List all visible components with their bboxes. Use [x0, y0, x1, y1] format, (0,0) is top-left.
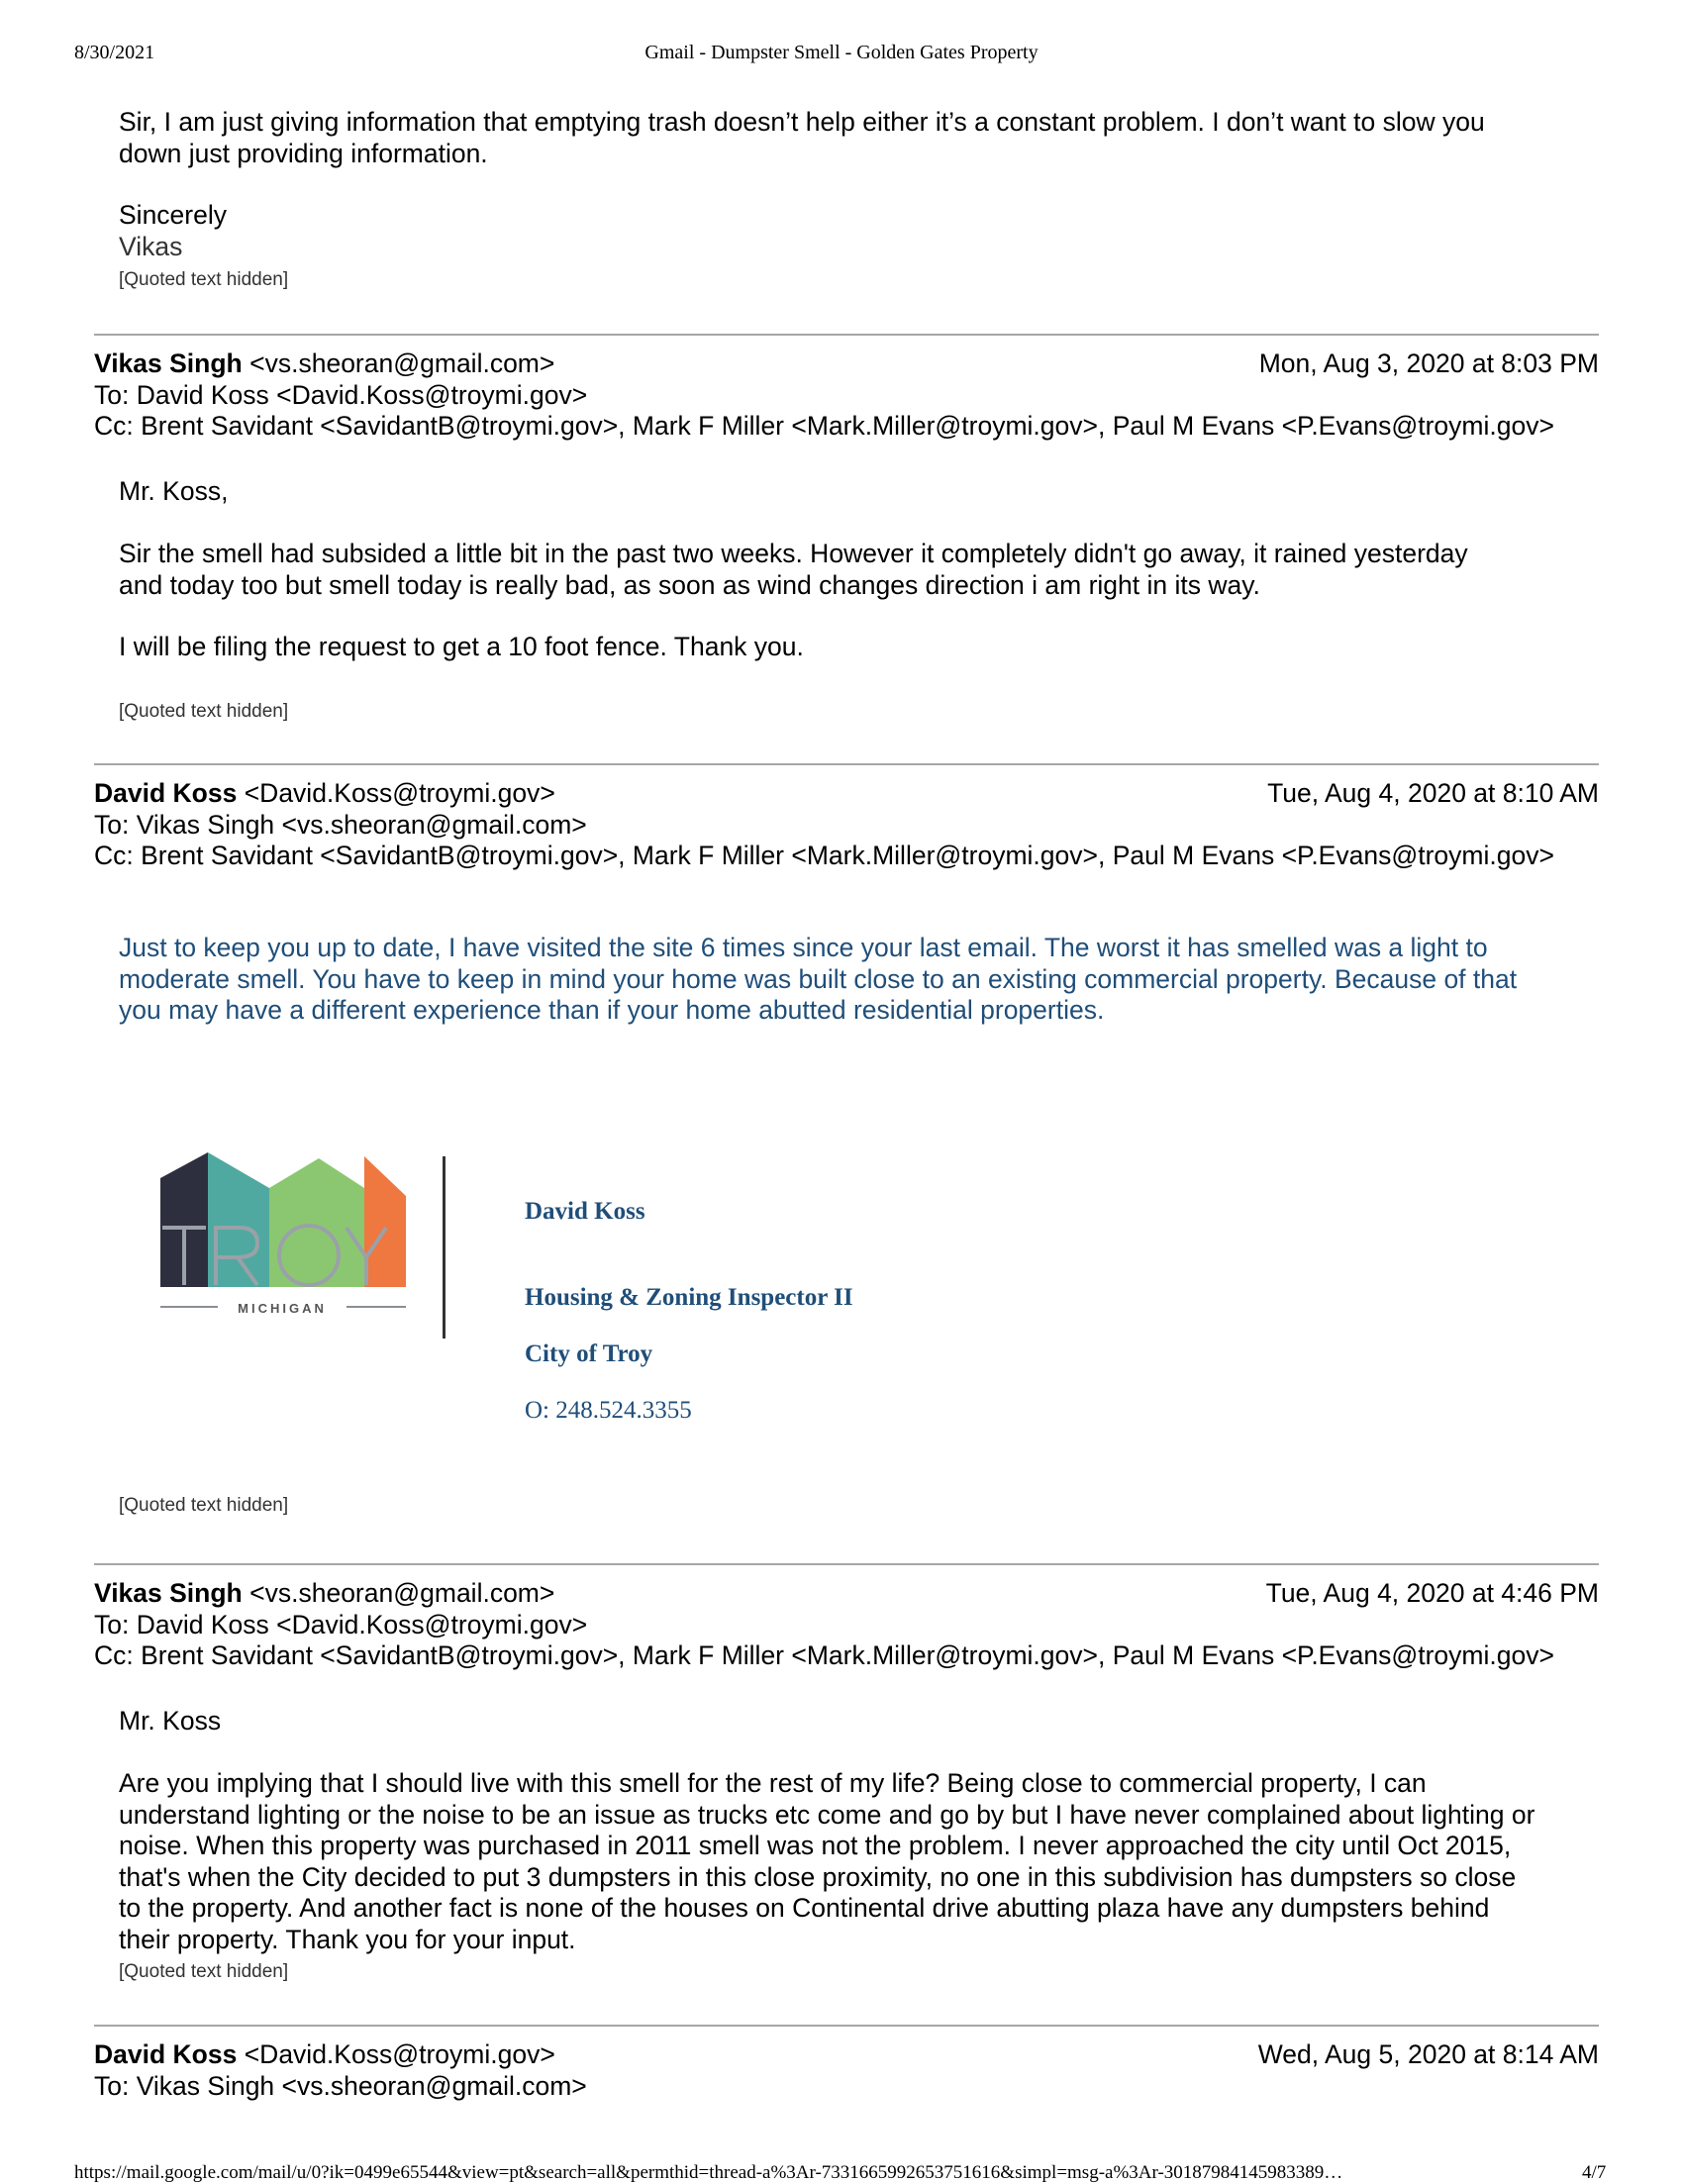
- print-title: Gmail - Dumpster Smell - Golden Gates Property: [644, 42, 1039, 63]
- sender-email: <David.Koss@troymi.gov>: [244, 778, 555, 808]
- message-body: [119, 107, 1564, 169]
- body-line: their property. Thank you for your input.: [119, 1924, 576, 1954]
- sender-name: Vikas Singh: [94, 348, 243, 378]
- body-line: that's when the City decided to put 3 dumpsters in this close proximity, no one in this subdivision has dumpsters so close: [119, 1861, 1517, 1892]
- body-line: Sir the smell had subsided a little bit in the past two weeks. However it completely didn't go away, it rained yesterday: [119, 539, 1468, 568]
- body-line: Are you implying that I should live with this smell for the rest of my life? Being close to commercial property, I can: [119, 1768, 1427, 1798]
- recipient-to: To: David Koss <David.Koss@troymi.gov>: [94, 1609, 588, 1639]
- quoted-text-toggle[interactable]: [Quoted text hidden]: [119, 1961, 289, 1982]
- message-divider: [94, 1563, 1599, 1565]
- quoted-text-toggle[interactable]: [Quoted text hidden]: [119, 269, 289, 290]
- signature-phone: O: 248.524.3355: [525, 1397, 692, 1424]
- body-line: noise. When this property was purchased in 2011 smell was not the problem. I never approached the city until Oct 2015,: [119, 1831, 1512, 1860]
- message-divider: [94, 2025, 1599, 2027]
- recipient-cc: Cc: Brent Savidant <SavidantB@troymi.gov>, Mark F Miller <Mark.Miller@troymi.gov>, Paul M Evans <P.Evans@troymi.gov>: [94, 1640, 1554, 1670]
- signature-text: Vikas: [119, 231, 183, 261]
- message-header: [94, 1578, 1599, 1672]
- signature-separator: [443, 1156, 446, 1339]
- quoted-text-toggle[interactable]: [Quoted text hidden]: [119, 1495, 289, 1516]
- body-line: you may have a different experience than if your home abutted residential properties.: [119, 995, 1105, 1025]
- quoted-text-toggle[interactable]: [Quoted text hidden]: [119, 701, 289, 722]
- sender-name: Vikas Singh: [94, 1578, 243, 1608]
- body-line: to the property. And another fact is none of the houses on Continental drive abutting plaza have any dumpsters behind: [119, 1893, 1490, 1923]
- message-divider: [94, 334, 1599, 336]
- message-greeting: [119, 1706, 1564, 1737]
- message-date: Tue, Aug 4, 2020 at 4:46 PM: [1265, 1578, 1599, 1608]
- footer-url: https://mail.google.com/mail/u/0?ik=0499e65544&view=pt&search=all&permthid=thread-a%3Ar-7331665992653751616&simpl=msg-a%3Ar-30187984145983389…: [74, 2162, 1343, 2183]
- signature-organization: City of Troy: [525, 1340, 653, 1367]
- message-date: Mon, Aug 3, 2020 at 8:03 PM: [1258, 348, 1599, 378]
- sender-name: David Koss: [94, 778, 238, 808]
- print-date: 8/30/2021: [74, 42, 155, 63]
- recipient-to: To: David Koss <David.Koss@troymi.gov>: [94, 379, 588, 410]
- message-date: Tue, Aug 4, 2020 at 8:10 AM: [1267, 778, 1599, 808]
- recipient-to: To: Vikas Singh <vs.sheoran@gmail.com>: [94, 809, 587, 840]
- message-divider: [94, 763, 1599, 765]
- sender-email: <vs.sheoran@gmail.com>: [249, 348, 555, 378]
- closing-text: Sincerely: [119, 200, 227, 230]
- body-line: moderate smell. You have to keep in mind your home was built close to an existing commercial property. Because of that: [119, 963, 1518, 994]
- body-line: down just providing information.: [119, 138, 488, 168]
- signature-title: Housing & Zoning Inspector II: [525, 1284, 853, 1311]
- message-body: [119, 1768, 1564, 1955]
- sender-email: <David.Koss@troymi.gov>: [244, 2039, 555, 2069]
- closing-text: I will be filing the request to get a 10 foot fence. Thank you.: [119, 632, 804, 661]
- message-header: [94, 2039, 1599, 2102]
- message-greeting: [119, 476, 1564, 508]
- body-line: Just to keep you up to date, I have visited the site 6 times since your last email. The worst it has smelled was a light to: [119, 933, 1488, 962]
- body-line: Sir, I am just giving information that emptying trash doesn’t help either it’s a constant problem. I don’t want to slow you: [119, 107, 1485, 137]
- recipient-cc: Cc: Brent Savidant <SavidantB@troymi.gov>, Mark F Miller <Mark.Miller@troymi.gov>, Paul M Evans <P.Evans@troymi.gov>: [94, 841, 1554, 870]
- greeting-text: Mr. Koss: [119, 1706, 222, 1736]
- print-header: [0, 42, 1683, 71]
- signature-name: David Koss: [525, 1198, 645, 1225]
- message-body: [119, 933, 1564, 1027]
- message-header: [94, 778, 1599, 872]
- recipient-to: To: Vikas Singh <vs.sheoran@gmail.com>: [94, 2070, 587, 2101]
- sender-email: <vs.sheoran@gmail.com>: [249, 1578, 555, 1608]
- body-line: and today too but smell today is really bad, as soon as wind changes direction i am right in its way.: [119, 569, 1260, 600]
- message-closing: [119, 200, 1564, 262]
- message-header: [94, 348, 1599, 443]
- body-line: understand lighting or the noise to be an issue as trucks etc come and go by but I have never complained about lighting or: [119, 1799, 1535, 1830]
- message-body: [119, 539, 1564, 601]
- message-date: Wed, Aug 5, 2020 at 8:14 AM: [1257, 2039, 1599, 2069]
- greeting-text: Mr. Koss,: [119, 476, 229, 506]
- page-number: 4/7: [1582, 2162, 1607, 2183]
- logo-subtext: MICHIGAN: [238, 1301, 327, 1316]
- troy-michigan-logo: [158, 1148, 416, 1327]
- recipient-cc: Cc: Brent Savidant <SavidantB@troymi.gov>, Mark F Miller <Mark.Miller@troymi.gov>, Paul M Evans <P.Evans@troymi.gov>: [94, 411, 1554, 441]
- sender-name: David Koss: [94, 2039, 238, 2069]
- message-closing: [119, 632, 1564, 663]
